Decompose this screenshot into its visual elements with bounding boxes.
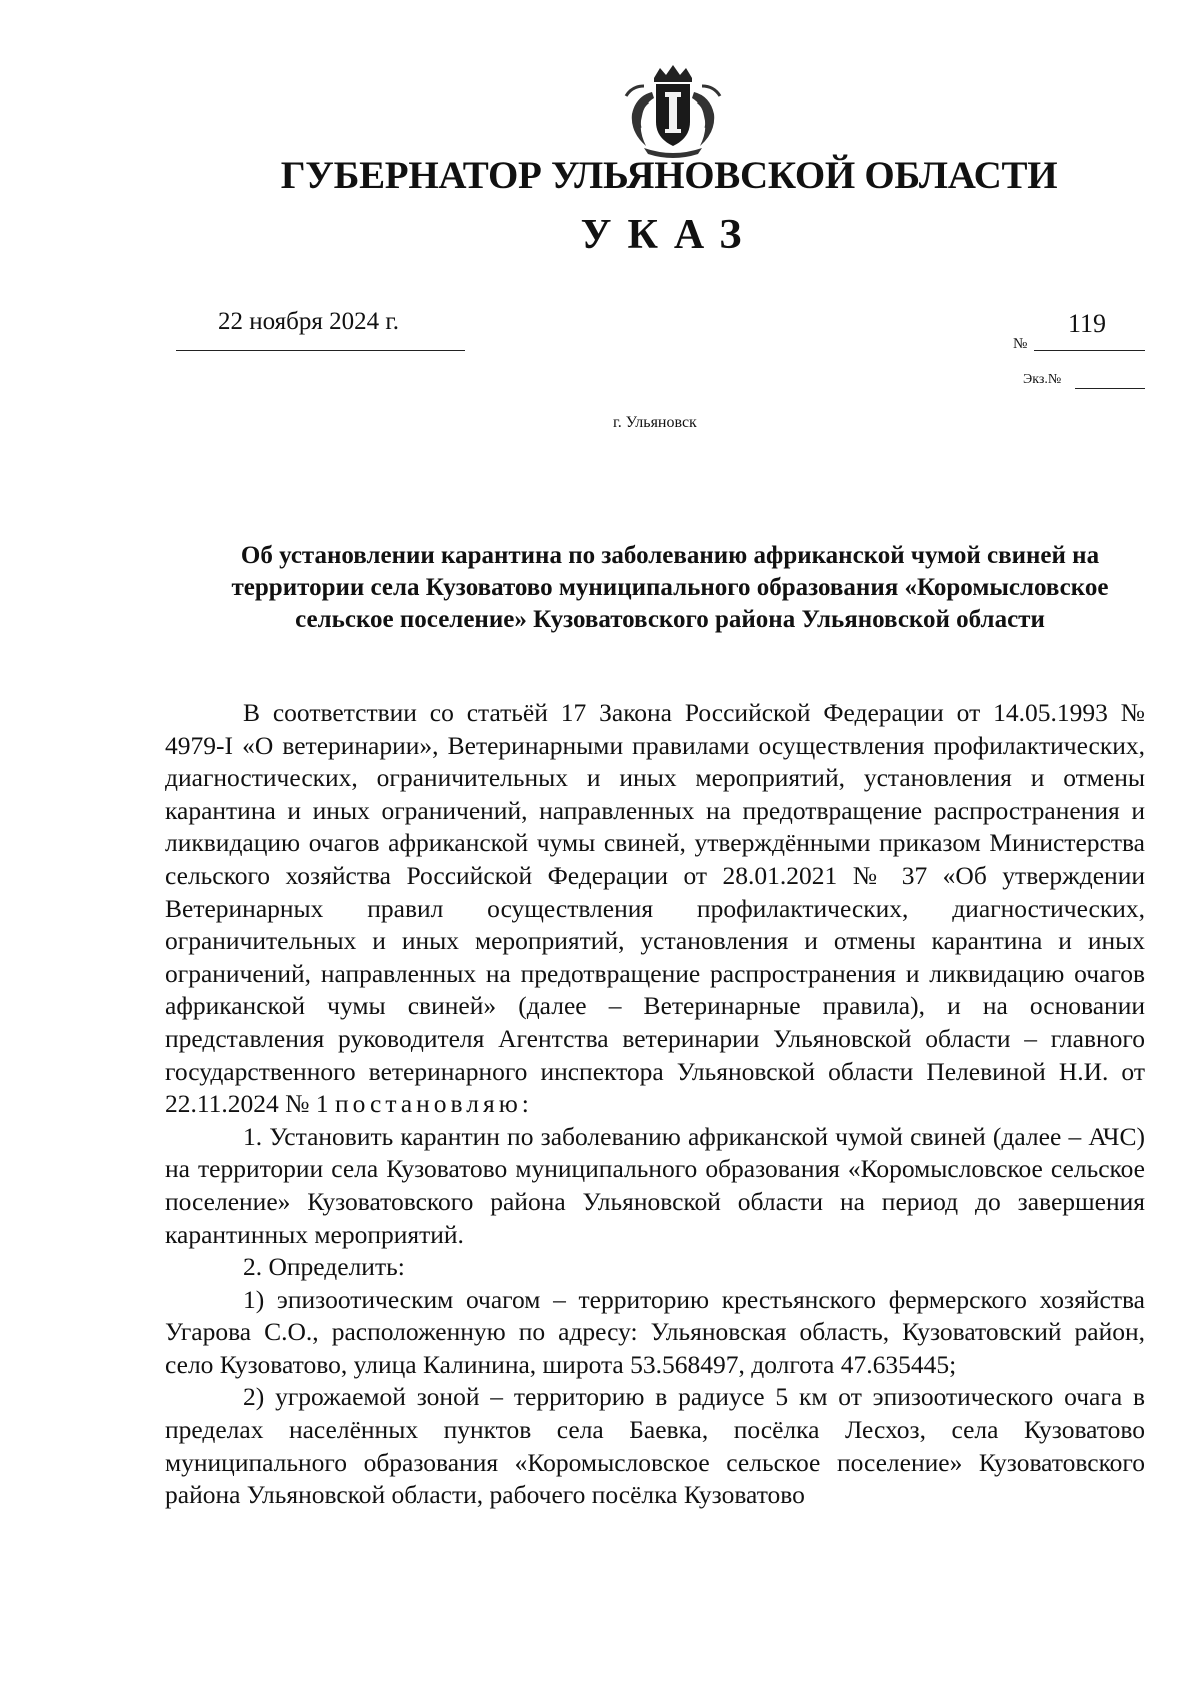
coat-of-arms-icon [618,62,728,158]
preamble-paragraph [165,697,1145,1121]
number-label: № [1013,336,1028,352]
document-type: УКАЗ [580,212,758,258]
copy-number-label: Экз.№ [1023,372,1062,387]
item-2-2-paragraph: 2) угрожаемой зоной – территорию в радиусе 5 км от эпизоотического очага в пределах населённых пунктов села Баевка, посёлка Лесхоз, села Кузоватово муниципального образования «Коромысловское сельское поселение» Кузоватовского района Ульяновской области, рабочего посёлка Кузоватово [165,1382,1145,1510]
number-underline [1034,350,1145,351]
item-1-paragraph: 1. Установить карантин по заболеванию африканской чумой свиней (далее – АЧС) на территории села Кузоватово муниципального образования «Коромысловское сельское поселение» Кузоватовского района Ульяновской области на период до завершения карантинных мероприятий. [165,1121,1145,1249]
copy-number-underline [1075,388,1145,389]
document-number: 119 [1068,309,1107,338]
document-title: Об установлении карантина по заболеванию африканской чумой свиней на территории села Кузоватово муниципального образования «Коромысловское сельское поселение» Кузоватовского района Ульяновской области [231,542,1109,633]
decree-word: постановляю: [335,1089,533,1119]
place-of-issue: г. Ульяновск [613,414,697,431]
date-underline [176,350,465,351]
item-2-paragraph: 2. Определить: [243,1252,405,1282]
item-2-1-paragraph: 1) эпизоотическим очагом – территорию крестьянского фермерского хозяйства Угарова С.О., расположенную по адресу: Ульяновская область, Кузоватовский район, село Кузоватово, улица Калинина, широта 53.568497, долгота 47.635445; [165,1284,1145,1379]
preamble-text: В соответствии со статьёй 17 Закона Российской Федерации от 14.05.1993 № 4979-I «О ветеринарии», Ветеринарными правилами осуществления профилактических, диагностических, ограничительных и иных мероприятий, установления и отмены карантина и иных ограничений, направленных на предотвращение распространения и ликвидацию очагов африканской чумы свиней, утверждёнными приказом Министерства сельского хозяйства Российской Федерации от 28.01.2021 № 37 «Об утверждении Ветеринарных правил осуществления профилактических, диагностических, ограничительных и иных мероприятий, установления и отмены карантина и иных ограничений, направленных на предотвращение распространения и ликвидацию очагов африканской чумы свиней» (далее – Ветеринарные правила), и на основании представления руководителя Агентства ветеринарии Ульяновской области – главного государственного ветеринарного инспектора Ульяновской области Пелевиной Н.И. от 22.11.2024 № 1 [165,698,1145,1119]
document-date: 22 ноября 2024 г. [218,308,400,335]
issuing-authority: ГУБЕРНАТОР УЛЬЯНОВСКОЙ ОБЛАСТИ [280,154,1058,197]
document-body [165,697,1145,1512]
